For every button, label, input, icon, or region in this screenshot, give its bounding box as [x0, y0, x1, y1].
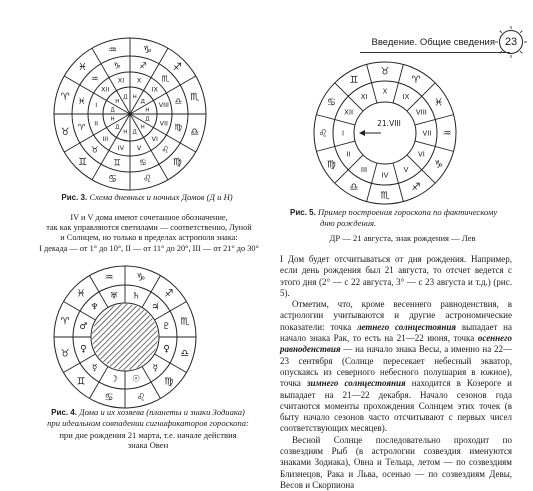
house-number: VI: [151, 135, 158, 144]
zodiac-sign-icon: ♐: [139, 61, 147, 72]
p2-text-e: находится в Козероге и выпадает на 21—22 декабря. Начало сезонов года считаются моменты прохождения Солнцем этих точек (в быту начало сезонов часто отсчитывают с первых чисел соответствующих месяцев).: [280, 378, 512, 434]
zodiac-sign-icon: ♊: [78, 156, 88, 168]
fig3-note-line: и Солнцем, но только в пределах астрополя знака:: [60, 233, 238, 243]
house-number: X: [136, 76, 142, 85]
day-night-mark: Д: [140, 99, 145, 106]
fig4-title-line: при идеальном совпадении сигнификаторов гороскопа:: [47, 418, 249, 429]
planet-icon: ♀: [163, 344, 170, 355]
zodiac-sign-icon: ♌: [161, 145, 170, 156]
zodiac-sign-icon: ♌: [318, 128, 328, 140]
zodiac-sign-icon: ♌: [136, 392, 146, 404]
zodiac-sign-icon: ♒: [90, 74, 99, 85]
fig4-note-line: при дне рождения 21 марта, т.е. начале действия: [59, 430, 237, 440]
planet-icon: ♂: [79, 322, 88, 333]
house-number: II: [346, 150, 351, 159]
zodiac-sign-icon: ♐: [164, 288, 174, 300]
zodiac-sign-icon: ♑: [434, 159, 444, 171]
house-number: X: [382, 87, 388, 96]
fig3-label: Рис. 3.: [61, 193, 88, 202]
wheel-spoke: [335, 83, 363, 111]
planet-icon: ☉: [132, 374, 141, 385]
zodiac-sign-icon: ♊: [76, 376, 86, 388]
house-number: II: [94, 119, 99, 128]
zodiac-sign-icon: ♏: [161, 74, 170, 85]
house-number: IX: [402, 93, 410, 102]
zodiac-sign-icon: ♍: [172, 156, 182, 168]
zodiac-sign-icon: ♒: [108, 44, 118, 56]
house-number: VIII: [158, 101, 169, 110]
house-number: I: [341, 129, 345, 138]
planet-icon: ♀: [80, 344, 87, 355]
zodiac-sign-icon: ♋: [104, 392, 114, 404]
p2-text-c: выпадает на начало знака Рак, то есть на 21—22 июня, точка: [280, 321, 512, 344]
day-night-mark: Н: [132, 94, 137, 101]
day-night-mark: Н: [110, 116, 115, 123]
fig5-title-line: Пример построения гороскопа по фактическому: [317, 207, 498, 217]
zodiac-sign-icon: ♋: [108, 174, 118, 186]
house-number: VI: [417, 150, 425, 159]
zodiac-sign-icon: ♓: [434, 97, 444, 109]
fig5-label: Рис. 5.: [290, 208, 316, 217]
zodiac-sign-icon: ♏: [180, 316, 190, 328]
zodiac-sign-icon: ♉: [60, 348, 70, 360]
wheel-spoke: [407, 155, 435, 183]
zodiac-sign-icon: ♑: [113, 61, 121, 72]
zodiac-sign-icon: ♏: [380, 190, 390, 202]
zodiac-sign-icon: ♓: [77, 97, 86, 108]
fig3-note: [24, 213, 274, 254]
fig4-note: [18, 430, 278, 451]
fig4-caption: [18, 407, 278, 429]
day-night-mark: Н: [145, 107, 150, 114]
zodiac-sign-icon: ♎: [190, 126, 200, 138]
house-number: V: [403, 165, 409, 174]
fig4-note-line: знака Овен: [127, 440, 169, 451]
zodiac-sign-icon: ♎: [180, 348, 190, 360]
zodiac-sign-icon: ♎: [349, 182, 359, 194]
p2-text-a: Отметим, что, кроме весеннего равноденствия, в астрологии учитываются и другие астрономические показатели: точка: [280, 299, 512, 332]
zodiac-sign-icon: ♉: [60, 126, 70, 138]
house-number: III: [360, 165, 368, 174]
planet-icon: ♅: [109, 291, 118, 302]
wheel-spoke: [335, 155, 363, 183]
day-night-mark: Н: [140, 124, 145, 131]
p2-text-d: — на начало знака Весы, а именно на 22—23 сентября (Солнце пересекает небесный экватор, опускаясь из северного небесного полушария в южное), точка: [280, 344, 512, 389]
planet-icon: ☽: [109, 374, 118, 385]
zodiac-sign-icon: ♒: [104, 272, 114, 284]
zodiac-sign-icon: ♑: [136, 272, 146, 284]
planet-icon: ☿: [91, 363, 98, 374]
zodiac-sign-icon: ♎: [174, 97, 183, 108]
house-number: I: [95, 101, 98, 110]
fig5-caption: [290, 207, 515, 229]
day-night-mark: Д: [132, 129, 137, 136]
house-number: IX: [151, 85, 158, 94]
zodiac-sign-icon: ♍: [326, 159, 336, 171]
zodiac-sign-icon: ♍: [164, 376, 174, 388]
zodiac-sign-icon: ♑: [142, 44, 152, 56]
zodiac-sign-icon: ♐: [172, 62, 182, 74]
zodiac-sign-icon: ♏: [190, 92, 200, 104]
zodiac-sign-icon: ♍: [174, 122, 183, 133]
fig5-title-line: дню рождения.: [320, 218, 377, 229]
paragraph-2: [280, 299, 512, 435]
day-night-mark: Д: [145, 116, 150, 123]
running-title: Введение. Общие сведения: [371, 36, 495, 48]
zodiac-sign-icon: ♋: [326, 97, 336, 109]
zodiac-sign-icon: ♈: [411, 74, 421, 86]
body-text: [280, 254, 512, 491]
fig3-note-line: I декада — от 1° до 10°, II — от 11° до 20°, III — от 21° до 30°: [39, 243, 259, 253]
wheel-spoke: [407, 83, 435, 111]
zodiac-sign-icon: ♈: [60, 92, 70, 104]
house-number: VII: [159, 119, 168, 128]
fig4-label: Рис. 4.: [51, 408, 77, 417]
zodiac-sign-icon: ♐: [411, 182, 421, 194]
running-header: [372, 30, 523, 54]
planet-icon: ♃: [151, 302, 160, 313]
planet-icon: ☿: [152, 363, 159, 374]
zodiac-sign-icon: ♓: [78, 62, 88, 74]
arrow-head-icon: [359, 130, 365, 136]
p2-term-autumn-equinox: осеннего равноденствия: [280, 333, 512, 355]
planet-icon: ♇: [162, 322, 171, 333]
zodiac-sign-icon: ♊: [349, 74, 359, 86]
zodiac-sign-icon: ♒: [442, 128, 452, 140]
hatched-center: [92, 304, 158, 370]
zodiac-sign-icon: ♈: [77, 122, 86, 133]
fig5-note: ДР — 21 августа, знак рождения — Лев: [329, 233, 476, 243]
fig3-note-line: так как управляются светилами — соответственно, Луной: [46, 223, 252, 233]
center-date-label: 21.VIII: [377, 119, 401, 128]
page-number: 23: [504, 36, 518, 48]
planet-icon: ♆: [90, 302, 99, 313]
zodiac-sign-icon: ♋: [139, 158, 147, 169]
house-number: VIII: [415, 108, 427, 117]
day-night-mark: Н: [115, 99, 120, 106]
fig3-note-line: IV и V дома имеют сочетанное обозначение,: [70, 213, 228, 222]
house-number: III: [102, 135, 109, 144]
house-number: IV: [381, 171, 389, 180]
zodiac-sign-icon: ♊: [113, 158, 121, 169]
zodiac-sign-icon: ♉: [90, 145, 99, 156]
day-night-mark: Д: [115, 124, 120, 131]
house-number: XII: [101, 85, 110, 94]
house-number: XI: [117, 76, 125, 85]
zodiac-sign-icon: ♌: [142, 174, 152, 186]
zodiac-sign-icon: ♓: [76, 288, 86, 300]
fig3-title: Схема дневных и ночных Домов (Д и Н): [89, 192, 233, 202]
p2-term-summer-solstice: летнего солнцестояния: [356, 321, 457, 332]
zodiac-sign-icon: ♈: [60, 316, 70, 328]
planet-icon: ♄: [132, 291, 141, 302]
paragraph-3: Весной Солнце последовательно проходит по созвездиям Рыб (в астрологии созвездия именуются знаками Зодиака), Овна и Тельца, летом — по созвездиям Близнецов, Рака и Льва, осенью — по созвездиям Девы, Весов и Скорпиона: [280, 434, 512, 490]
paragraph-1: I Дом будет отсчитываться от дня рождения. Например, если день рождения был 21 августа, то отсчет ведется с этого дня (2° — с 22 августа, 3° — с 23 августа и т.д.) (рис. 5).: [280, 254, 512, 298]
fig5-horoscope-wheel: [310, 58, 460, 208]
zodiac-sign-icon: ♉: [380, 66, 390, 78]
house-number: XII: [344, 108, 354, 117]
house-number: VII: [422, 129, 432, 138]
p2-term-winter-solstice: зимнего солнцестояния: [306, 378, 406, 389]
house-number: XI: [360, 93, 368, 102]
page-number-badge: [499, 30, 523, 54]
fig4-zodiac-wheel: [50, 262, 200, 412]
house-number: V: [136, 144, 142, 153]
day-night-mark: Н: [123, 129, 128, 136]
day-night-mark: Д: [123, 94, 128, 101]
fig3-caption: [22, 192, 272, 203]
fig4-title-line: Дома и их хозяева (планеты и знаки Зодиака): [79, 407, 245, 417]
header-rule: [360, 52, 510, 53]
house-number: IV: [117, 144, 125, 153]
fig3-zodiac-wheel: [50, 34, 210, 194]
sun-rays-icon: [495, 26, 527, 58]
day-night-mark: Д: [110, 107, 115, 114]
